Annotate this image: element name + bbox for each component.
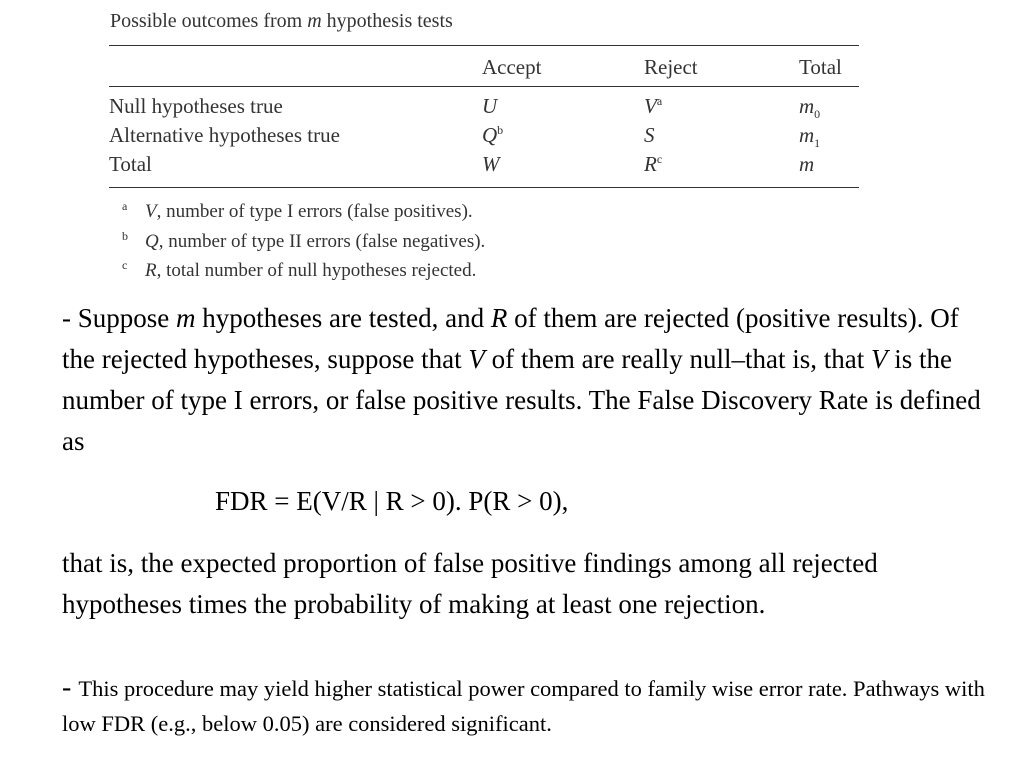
note-paragraph: - This procedure may yield higher statistical power compared to family wise error rate. Pathways with low FDR (e.g., below 0.05) are considered significant. xyxy=(62,672,985,736)
total-cell: $m_1$ xyxy=(799,123,821,151)
footnote-mark: a xyxy=(122,199,128,213)
explanation-paragraph: that is, the expected proportion of false positive findings among all rejected hypotheses times the probability of making at least one rejection. xyxy=(62,548,878,619)
outcomes-table xyxy=(109,48,859,179)
footnote-mark: b xyxy=(122,228,128,243)
row-label: Total xyxy=(109,152,152,176)
total-cell: m xyxy=(799,152,815,176)
accept-cell: $Q^b$ xyxy=(482,123,504,147)
header-accept: Accept xyxy=(482,54,542,79)
footnote: a V, number of type I errors (false positives). xyxy=(122,199,473,222)
definition-paragraph: - Suppose m hypotheses are tested, and R of them are rejected (positive results). Of the rejected hypotheses, suppose that V of them are really null–that is, that V is the number of type I errors, or false positive results. The False Discovery Rate is defined as xyxy=(62,303,981,456)
table-row xyxy=(109,150,859,179)
total-cell: $m_0$ xyxy=(799,94,821,122)
footnote-mark: c xyxy=(122,258,128,272)
header-total: Total xyxy=(799,54,842,79)
table-bottom-rule xyxy=(109,187,859,188)
header-reject: Reject xyxy=(644,54,698,79)
row-label: Alternative hypotheses true xyxy=(109,123,340,147)
reject-cell: S xyxy=(644,123,655,147)
table-top-rule xyxy=(109,45,859,46)
table-row xyxy=(109,121,859,150)
fdr-formula: FDR = E(V/R | R > 0). P(R > 0), xyxy=(215,486,569,516)
accept-cell: W xyxy=(482,152,500,176)
accept-cell: U xyxy=(482,94,498,118)
footnote: c R, total number of null hypotheses rejected. xyxy=(122,258,477,281)
row-label: Null hypotheses true xyxy=(109,94,283,118)
table-header-row xyxy=(109,48,859,86)
table-caption: Possible outcomes from m hypothesis tests xyxy=(110,10,453,32)
table-row xyxy=(109,86,859,121)
table-footnotes xyxy=(122,197,485,286)
reject-cell: $R^c$ xyxy=(644,152,663,176)
reject-cell: $V^a$ xyxy=(644,94,663,118)
header-cell-empty xyxy=(109,48,482,86)
footnote: b Q, number of type II errors (false negatives). xyxy=(122,228,486,252)
